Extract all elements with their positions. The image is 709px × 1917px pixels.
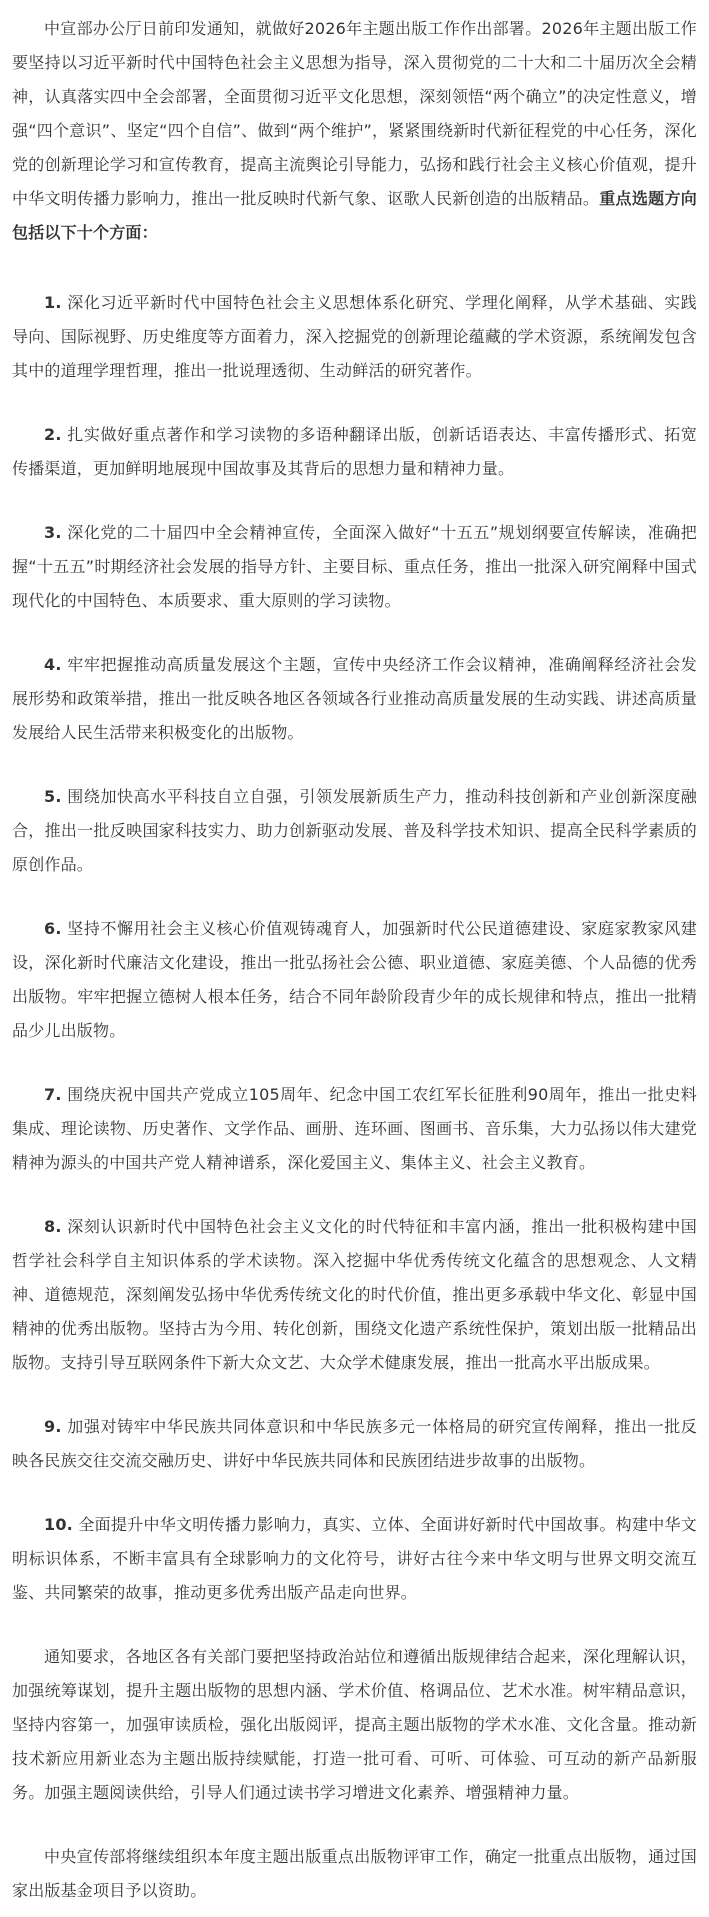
item-text: 全面提升中华文明传播力影响力，真实、立体、全面讲好新时代中国故事。构建中华文明标识体系，不断丰富具有全球影响力的文化符号，讲好古往今来中华文明与世界文明交流互鉴、共同繁荣的故事，推动更多优秀出版产品走向世界。 [12,1515,697,1602]
item-text: 深刻认识新时代中国特色社会主义文化的时代特征和丰富内涵，推出一批积极构建中国哲学社会科学自主知识体系的学术读物。深入挖掘中华优秀传统文化蕴含的思想观念、人文精神、道德规范，深刻阐发弘扬中华优秀传统文化的时代价值，推出更多承载中华文化、彰显中国精神的优秀出版物。坚持古为今用、转化创新，围绕文化遗产系统性保护，策划出版一批精品出版物。支持引导互联网条件下新大众文艺、大众学术健康发展，推出一批高水平出版成果。 [12,1217,697,1372]
item-text: 坚持不懈用社会主义核心价值观铸魂育人，加强新时代公民道德建设、家庭家教家风建设，深化新时代廉洁文化建设，推出一批弘扬社会公德、职业道德、家庭美德、个人品德的优秀出版物。牢牢把握立德树人根本任务，结合不同年龄阶段青少年的成长规律和特点，推出一批精品少儿出版物。 [12,919,697,1040]
item-text: 牢牢把握推动高质量发展这个主题，宣传中央经济工作会议精神，准确阐释经济社会发展形势和政策举措，推出一批反映各地区各领域各行业推动高质量发展的生动实践、讲述高质量发展给人民生活带来积极变化的出版物。 [12,655,697,742]
topic-item-1 [12,286,697,388]
topic-item-3 [12,516,697,618]
item-text: 深化习近平新时代中国特色社会主义思想体系化研究、学理化阐释，从学术基础、实践导向、国际视野、历史维度等方面着力，深入挖掘党的创新理论蕴藏的学术资源，系统阐发包含其中的道理学理哲理，推出一批说理透彻、生动鲜活的研究著作。 [12,293,697,380]
intro-text: 中宣部办公厅日前印发通知，就做好2026年主题出版工作作出部署。2026年主题出版工作要坚持以习近平新时代中国特色社会主义思想为指导，深入贯彻党的二十大和二十届历次全会精神，认真落实四中全会部署，全面贯彻习近平文化思想，深刻领悟“两个确立”的决定性意义，增强“四个意识”、坚定“四个自信”、做到“两个维护”，紧紧围绕新时代新征程党的中心任务，深化党的创新理论学习和宣传教育，提高主流舆论引导能力，弘扬和践行社会主义核心价值观，提升中华文明传播力影响力，推出一批反映时代新气象、讴歌人民新创造的出版精品。 [12,19,697,208]
topic-item-9 [12,1410,697,1478]
intro-bold-text: 重点选题方向包括以下十个方面： [12,189,697,242]
item-number: 6. [44,919,62,938]
item-number: 3. [44,523,62,542]
item-number: 9. [44,1417,62,1436]
item-number: 10. [44,1515,73,1534]
topic-item-10 [12,1508,697,1610]
item-number: 1. [44,293,62,312]
topic-item-5 [12,780,697,882]
item-text: 围绕加快高水平科技自立自强，引领发展新质生产力，推动科技创新和产业创新深度融合，推出一批反映国家科技实力、助力创新驱动发展、普及科学技术知识、提高全民科学素质的原创作品。 [12,787,697,874]
item-number: 2. [44,425,62,444]
item-number: 4. [44,655,62,674]
item-number: 7. [44,1085,62,1104]
item-text: 围绕庆祝中国共产党成立105周年、纪念中国工农红军长征胜利90周年，推出一批史料集成、理论读物、历史著作、文学作品、画册、连环画、图画书、音乐集，大力弘扬以伟大建党精神为源头的中国共产党人精神谱系，深化爱国主义、集体主义、社会主义教育。 [12,1085,697,1172]
topic-item-8 [12,1210,697,1380]
intro-paragraph [12,12,697,250]
notice-paragraph: 通知要求，各地区各有关部门要把坚持政治站位和遵循出版规律结合起来，深化理解认识，加强统筹谋划，提升主题出版物的思想内涵、学术价值、格调品位、艺术水准。树牢精品意识，坚持内容第一，加强审读质检，强化出版阅评，提高主题出版物的学术水准、文化含量。推动新技术新应用新业态为主题出版持续赋能，打造一批可看、可听、可体验、可互动的新产品新服务。加强主题阅读供给，引导人们通过读书学习增进文化素养、增强精神力量。 [12,1647,697,1802]
topic-item-6 [12,912,697,1048]
topic-item-2 [12,418,697,486]
item-number: 5. [44,787,62,806]
topic-item-4 [12,648,697,750]
item-number: 8. [44,1217,62,1236]
item-text: 加强对铸牢中华民族共同体意识和中华民族多元一体格局的研究宣传阐释，推出一批反映各民族交往交流交融历史、讲好中华民族共同体和民族团结进步故事的出版物。 [12,1417,697,1470]
closing-paragraph: 中央宣传部将继续组织本年度主题出版重点出版物评审工作，确定一批重点出版物，通过国家出版基金项目予以资助。 [12,1847,697,1900]
topic-item-7 [12,1078,697,1180]
item-text: 深化党的二十届四中全会精神宣传，全面深入做好“十五五”规划纲要宣传解读，准确把握“十五五”时期经济社会发展的指导方针、主要目标、重点任务，推出一批深入研究阐释中国式现代化的中国特色、本质要求、重大原则的学习读物。 [12,523,697,610]
item-text: 扎实做好重点著作和学习读物的多语种翻译出版，创新话语表达、丰富传播形式、拓宽传播渠道，更加鲜明地展现中国故事及其背后的思想力量和精神力量。 [12,425,697,478]
